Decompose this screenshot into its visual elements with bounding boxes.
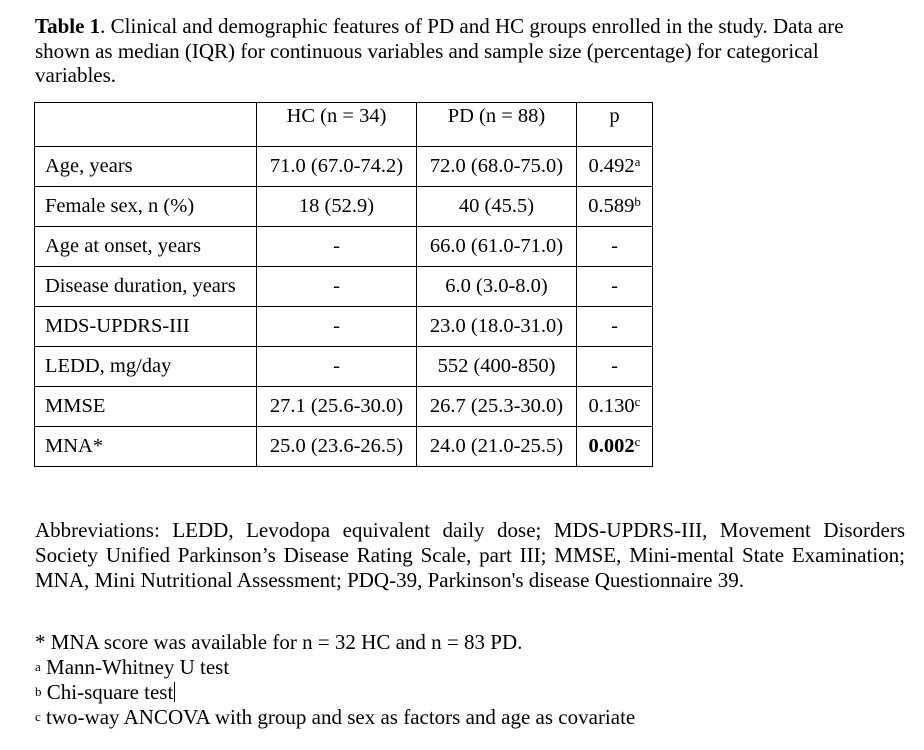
row-label: Female sex, n (%) — [35, 187, 257, 227]
row-label: Age at onset, years — [35, 227, 257, 267]
footnote-c — [35, 705, 905, 730]
cell-pd: 23.0 (18.0-31.0) — [417, 307, 577, 347]
row-label: MMSE — [35, 387, 257, 427]
footnote-mark: a — [35, 659, 41, 674]
row-label: Disease duration, years — [35, 267, 257, 307]
table-row — [35, 427, 653, 467]
header-cell-pd: PD (n = 88) — [417, 103, 577, 147]
p-value: 0.130 — [588, 395, 635, 417]
table-row — [35, 387, 653, 427]
table-caption — [35, 14, 875, 88]
table-row — [35, 187, 653, 227]
p-value-superscript: b — [634, 194, 641, 209]
row-label: MNA* — [35, 427, 257, 467]
row-label: LEDD, mg/day — [35, 347, 257, 387]
header-cell-hc: HC (n = 34) — [257, 103, 417, 147]
row-label: Age, years — [35, 147, 257, 187]
footnotes — [35, 630, 905, 730]
text-cursor — [174, 682, 175, 702]
caption-text: . Clinical and demographic features of PD and HC groups enrolled in the study. Data are shown as median (IQR) for continuous variables and sample size (percentage) for categorical variables. — [35, 14, 844, 87]
cell-p — [577, 387, 653, 427]
cell-hc: 27.1 (25.6-30.0) — [257, 387, 417, 427]
footnote-asterisk — [35, 630, 905, 655]
p-value-superscript: c — [634, 434, 641, 449]
cell-p — [577, 187, 653, 227]
p-value: - — [611, 355, 618, 377]
cell-hc: - — [257, 267, 417, 307]
cell-pd: 66.0 (61.0-71.0) — [417, 227, 577, 267]
caption-label: Table 1 — [35, 14, 101, 38]
cell-hc: - — [257, 307, 417, 347]
cell-pd: 26.7 (25.3-30.0) — [417, 387, 577, 427]
footnote-text: Chi-square test — [41, 680, 174, 704]
header-cell-empty — [35, 103, 257, 147]
p-value: 0.002 — [588, 435, 635, 457]
row-label: MDS-UPDRS-III — [35, 307, 257, 347]
p-value: 0.589 — [588, 195, 635, 217]
clinical-table — [34, 102, 653, 467]
p-value: - — [611, 275, 618, 297]
cell-pd: 6.0 (3.0-8.0) — [417, 267, 577, 307]
cell-pd: 24.0 (21.0-25.5) — [417, 427, 577, 467]
p-value: 0.492 — [588, 155, 635, 177]
cell-pd: 552 (400-850) — [417, 347, 577, 387]
cell-p — [577, 307, 653, 347]
footnote-text: * MNA score was available for n = 32 HC and n = 83 PD. — [35, 630, 523, 654]
cell-p — [577, 347, 653, 387]
cell-hc: 71.0 (67.0-74.2) — [257, 147, 417, 187]
p-value-superscript: a — [634, 154, 641, 169]
cell-pd: 40 (45.5) — [417, 187, 577, 227]
cell-p — [577, 427, 653, 467]
table-header-row — [35, 103, 653, 147]
table-row — [35, 227, 653, 267]
table-row — [35, 347, 653, 387]
cell-hc: - — [257, 347, 417, 387]
p-value: - — [611, 235, 618, 257]
cell-p — [577, 227, 653, 267]
abbreviations-paragraph: Abbreviations: LEDD, Levodopa equivalent daily dose; MDS-UPDRS-III, Movement Disorders Society Unified Parkinson’s Disease Rating Scale, part III; MMSE, Mini-mental State Examination; MNA, Mini Nutritional Assessment; PDQ-39, Parkinson's disease Questionnaire 39. — [35, 518, 905, 592]
cell-hc: 25.0 (23.6-26.5) — [257, 427, 417, 467]
footnote-text: two-way ANCOVA with group and sex as factors and age as covariate — [40, 705, 636, 729]
cell-hc: - — [257, 227, 417, 267]
header-cell-p: p — [577, 103, 653, 147]
footnote-mark: b — [35, 684, 42, 699]
table-row — [35, 147, 653, 187]
cell-p — [577, 267, 653, 307]
table-row — [35, 267, 653, 307]
cell-pd: 72.0 (68.0-75.0) — [417, 147, 577, 187]
cell-p — [577, 147, 653, 187]
footnote-b — [35, 680, 905, 705]
footnote-a — [35, 655, 905, 680]
p-value-superscript: c — [634, 394, 641, 409]
p-value: - — [611, 315, 618, 337]
footnote-mark: c — [35, 709, 41, 724]
table-row — [35, 307, 653, 347]
cell-hc: 18 (52.9) — [257, 187, 417, 227]
footnote-text: Mann-Whitney U test — [40, 655, 230, 679]
